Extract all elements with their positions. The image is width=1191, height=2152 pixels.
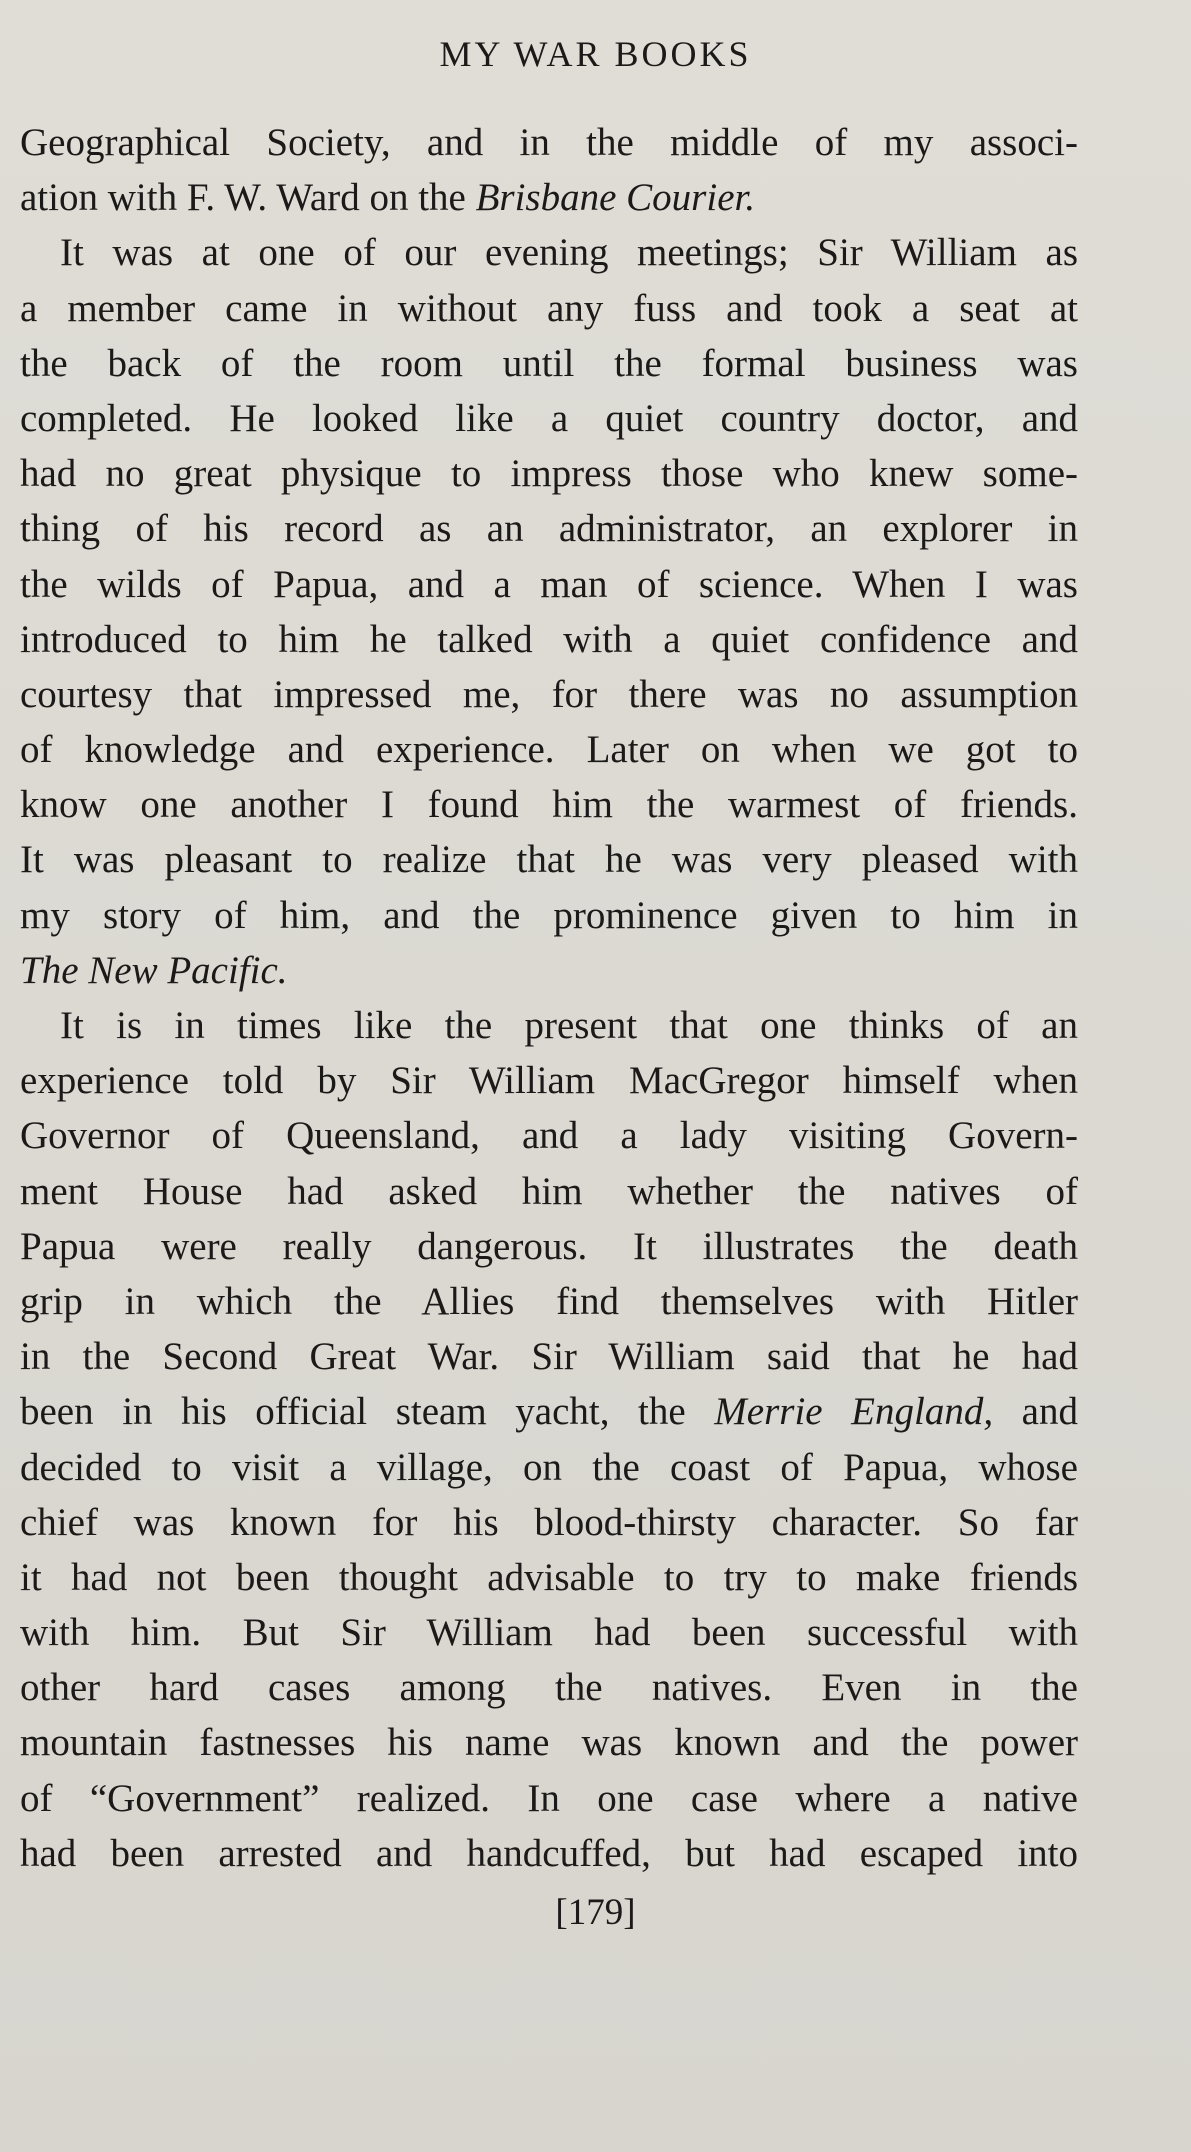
text-line: had been arrested and handcuffed, but had escaped into xyxy=(20,1831,1078,1875)
text-line: It was pleasant to realize that he was very pleased with xyxy=(20,838,1078,882)
text-line: Geographical Society, and in the middle of my associ- xyxy=(20,121,1078,164)
text-line: It is in times like the present that one thinks of an xyxy=(60,1004,1078,1047)
text-line: completed. He looked like a quiet country doctor, and xyxy=(20,396,1078,440)
text-line: chief was known for his blood-thirsty character. So far xyxy=(20,1500,1078,1544)
text-line: Governor of Queensland, and a lady visiting Govern- xyxy=(20,1114,1078,1158)
body-text xyxy=(20,115,1078,1881)
text-line: ation with F. W. Ward on the Brisbane Courier. xyxy=(20,176,756,220)
text-line: been in his official steam yacht, the Merrie England, and xyxy=(20,1390,1078,1434)
text-line: had no great physique to impress those who knew some- xyxy=(20,452,1078,496)
text-line: the back of the room until the formal business was xyxy=(20,341,1078,385)
text-line: grip in which the Allies find themselves with Hitler xyxy=(20,1279,1078,1323)
text-line: other hard cases among the natives. Even in the xyxy=(20,1666,1078,1710)
text-line: introduced to him he talked with a quiet confidence and xyxy=(20,617,1078,661)
text-line: know one another I found him the warmest of friends. xyxy=(20,783,1078,827)
text-line: of knowledge and experience. Later on when we got to xyxy=(20,728,1078,772)
text-line: It was at one of our evening meetings; Sir William as xyxy=(60,231,1078,275)
text-line: experience told by Sir William MacGregor himself when xyxy=(20,1059,1078,1103)
text-line: with him. But Sir William had been successful with xyxy=(20,1611,1078,1655)
text-line: courtesy that impressed me, for there was no assumption xyxy=(20,672,1078,716)
text-line: Papua were really dangerous. It illustrates the death xyxy=(20,1224,1078,1268)
text-line: The New Pacific. xyxy=(20,948,288,992)
page-number: [179] xyxy=(555,1892,636,1933)
text-line: it had not been thought advisable to try to make friends xyxy=(20,1555,1078,1599)
text-line: thing of his record as an administrator, an explorer in xyxy=(20,507,1078,551)
text-line: the wilds of Papua, and a man of science. When I was xyxy=(20,562,1078,606)
text-line: ment House had asked him whether the natives of xyxy=(20,1169,1078,1213)
text-line: decided to visit a village, on the coast of Papua, whose xyxy=(20,1445,1078,1489)
text-line: my story of him, and the prominence given to him in xyxy=(20,893,1078,937)
text-line: a member came in without any fuss and took a seat at xyxy=(20,286,1078,330)
running-head: MY WAR BOOKS xyxy=(439,34,752,74)
text-line: of “Government” realized. In one case where a native xyxy=(20,1776,1078,1820)
text-line: mountain fastnesses his name was known and the power xyxy=(20,1721,1078,1765)
text-line: in the Second Great War. Sir William said that he had xyxy=(20,1335,1078,1379)
